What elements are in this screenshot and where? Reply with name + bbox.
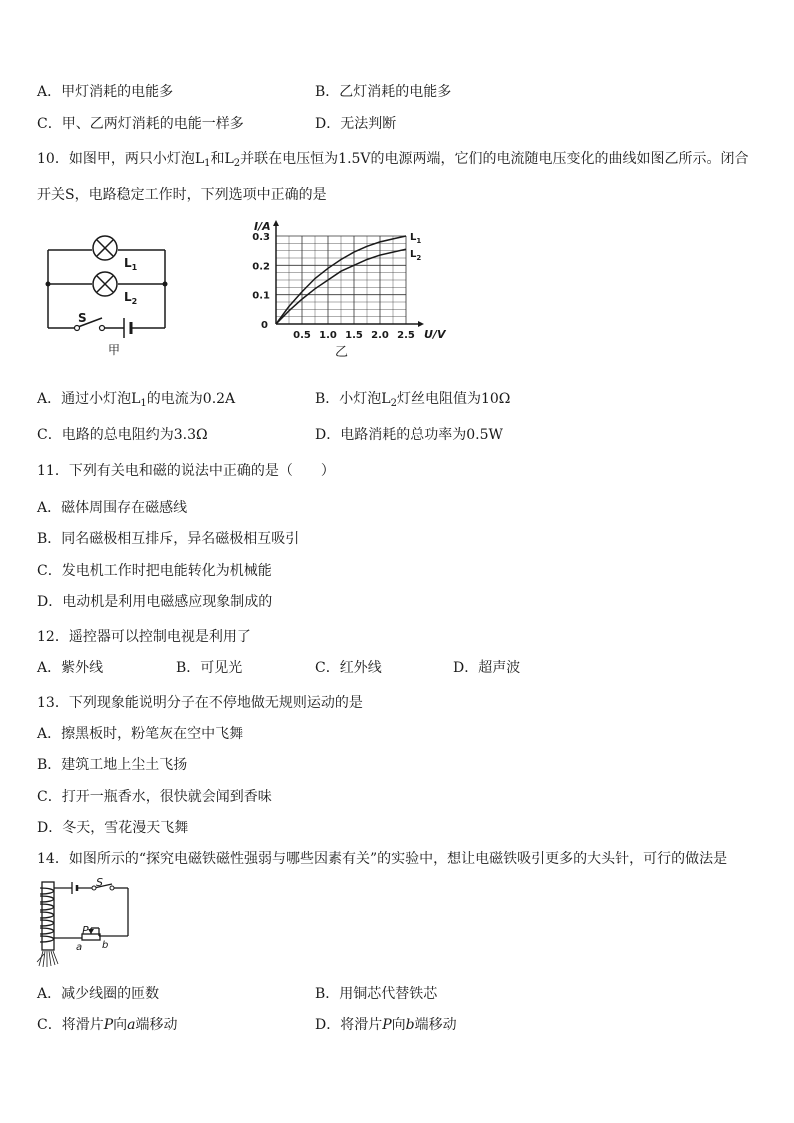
- end-b-label: b: [102, 940, 109, 951]
- q10-option-d: D．电路消耗的总功率为0.5W: [315, 427, 503, 443]
- q10-option-b: B．小灯泡$L_2$灯丝电阻值为10Ω: [315, 391, 511, 409]
- graph-caption: 乙: [335, 345, 349, 360]
- x-axis-label: U/V: [424, 328, 446, 341]
- electromagnet-diagram: [34, 876, 134, 971]
- q10-stem-line2: 开关S，电路稳定工作时，下列选项中正确的是: [37, 187, 327, 203]
- q12-option-d: D．超声波: [453, 660, 521, 676]
- q12-option-b: B．可见光: [176, 660, 243, 676]
- q10-option-c: C．电路的总电阻约为3.3Ω: [37, 427, 208, 443]
- q14-option-c: C．将滑片P向a端移动: [37, 1017, 178, 1033]
- circuit-L1-label: L: [124, 256, 132, 270]
- q13-stem: 13．下列现象能说明分子在不停地做无规则运动的是: [37, 695, 363, 711]
- q9-option-a: A．甲灯消耗的电能多: [37, 84, 174, 100]
- x-tick-label: 2.0: [371, 330, 389, 341]
- circuit-switch-label: S: [78, 311, 87, 325]
- origin-label: 0: [261, 320, 268, 331]
- y-tick-label: 0.3: [252, 232, 270, 243]
- svg-text:L1: $L_1$: [124, 256, 138, 272]
- y-tick-label: 0.1: [252, 290, 270, 302]
- q11-option-d: D．电动机是利用电磁感应现象制成的: [37, 594, 273, 610]
- q12-option-c: C．红外线: [315, 660, 382, 676]
- y-axis-label: I/A: [254, 220, 271, 233]
- end-a-label: a: [76, 942, 83, 953]
- circuit-caption: 甲: [108, 343, 121, 357]
- q13-option-d: D．冬天，雪花漫天飞舞: [37, 820, 189, 836]
- x-axis-arrow: [418, 321, 424, 327]
- q13-option-b: B．建筑工地上尘土飞扬: [37, 757, 188, 773]
- series-label-l2: $L_2$: [410, 249, 422, 263]
- x-tick-label: 1.0: [319, 330, 337, 341]
- circuit-diagram-jia: [40, 224, 170, 359]
- switch-label: S: [96, 876, 103, 889]
- q13-option-a: A．擦黑板时，粉笔灰在空中飞舞: [37, 726, 244, 742]
- q12-option-a: A．紫外线: [37, 660, 104, 676]
- q14-option-d: D．将滑片P向b端移动: [315, 1017, 457, 1033]
- q11-stem: 11．下列有关电和磁的说法中正确的是（ ）: [37, 463, 335, 479]
- x-tick-label: 1.5: [345, 330, 363, 341]
- q11-option-a: A．磁体周围存在磁感线: [37, 500, 188, 516]
- y-axis-arrow: [273, 220, 279, 226]
- chart-grid: [276, 236, 406, 324]
- slider-label: P: [82, 924, 89, 937]
- q11-option-b: B．同名磁极相互排斥，异名磁极相互吸引: [37, 531, 300, 547]
- q14-option-b: B．用铜芯代替铁芯: [315, 986, 438, 1002]
- q9-option-b: B．乙灯消耗的电能多: [315, 84, 452, 100]
- q13-option-c: C．打开一瓶香水，很快就会闻到香味: [37, 789, 272, 805]
- q12-stem: 12．遥控器可以控制电视是利用了: [37, 629, 251, 645]
- q9-option-d: D．无法判断: [315, 116, 397, 132]
- q10-option-a: A．通过小灯泡$L_1$的电流为0.2A: [37, 391, 236, 409]
- y-tick-label: 0.2: [252, 261, 270, 273]
- circuit-L2-label: L: [124, 290, 132, 304]
- iu-graph-yi: [250, 212, 450, 362]
- q14-stem: 14．如图所示的“探究电磁铁磁性强弱与哪些因素有关”的实验中，想让电磁铁吸引更多的大头针，可行的做法是: [37, 851, 728, 867]
- x-tick-label: 0.5: [293, 330, 311, 341]
- q11-option-c: C．发电机工作时把电能转化为机械能: [37, 563, 272, 579]
- q14-option-a: A．减少线圈的匝数: [37, 986, 160, 1002]
- x-tick-label: 2.5: [397, 330, 415, 341]
- series-label-l1: $L_1$: [410, 232, 422, 245]
- q9-option-c: C．甲、乙两灯消耗的电能一样多: [37, 116, 244, 132]
- svg-text:L2: $L_2$: [124, 290, 138, 306]
- q10-stem-line1: 10．如图甲，两只小灯泡$L_1$和$L_2$并联在电压恒为1.5V的电源两端，它们的电流随电压变化的曲线如图乙所示。闭合: [37, 151, 749, 169]
